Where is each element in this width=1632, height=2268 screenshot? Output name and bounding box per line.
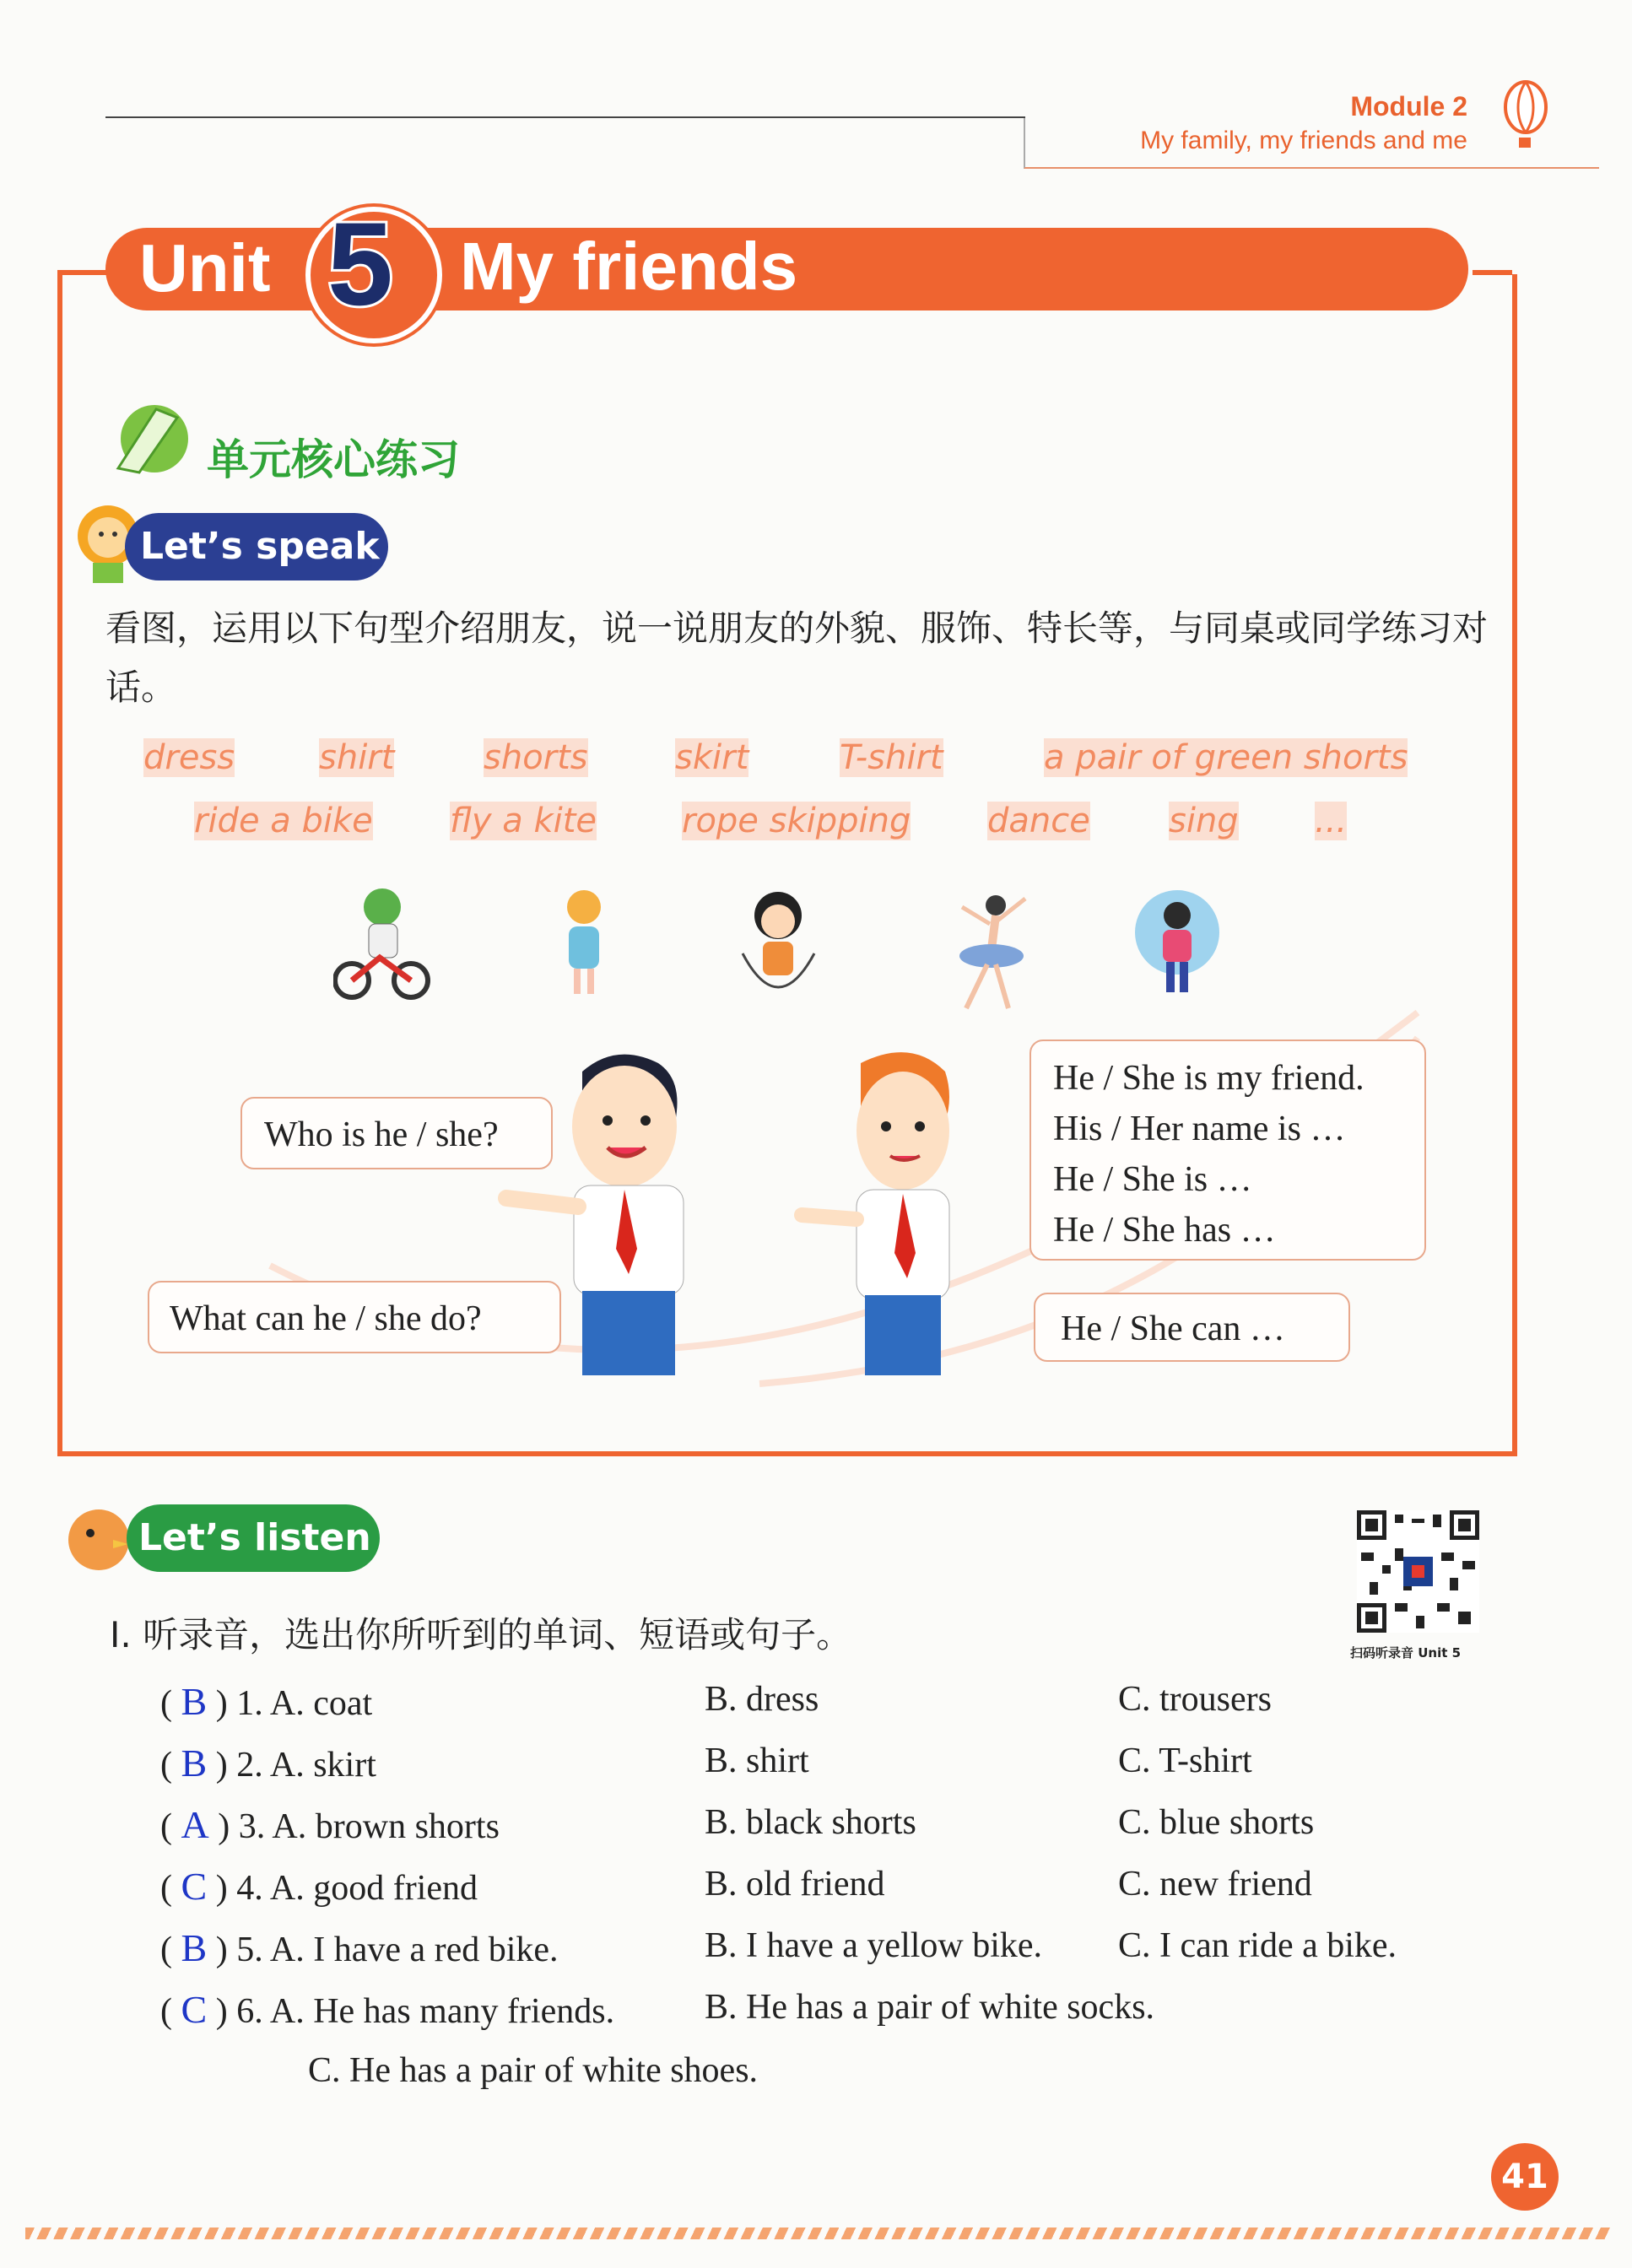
vocab-word: dress bbox=[143, 738, 235, 777]
bird-icon bbox=[61, 1498, 137, 1582]
leaf-icon bbox=[105, 397, 190, 477]
vocab-phrase: ride a bike bbox=[194, 802, 373, 840]
module-subtitle: My family, my friends and me bbox=[1140, 127, 1467, 154]
option-b: B. I have a yellow bike. bbox=[705, 1926, 1043, 1965]
frame-corner bbox=[57, 270, 108, 275]
answer-mark: C bbox=[181, 1865, 208, 1908]
vocab-phrase: dance bbox=[987, 802, 1090, 840]
speak-instruction: 看图，运用以下句型介绍朋友，说一说朋友的外貌、服饰、特长等，与同桌或同学练习对话。 bbox=[105, 608, 1489, 708]
vocab-word: a pair of green shorts bbox=[1044, 738, 1408, 777]
question-row: ( C ) 4. A. good friend bbox=[160, 1865, 478, 1908]
answer-mark: B bbox=[181, 1680, 208, 1723]
vocab-phrase: sing bbox=[1169, 802, 1239, 840]
option-c: C. blue shorts bbox=[1118, 1803, 1315, 1842]
answer-mark: B bbox=[181, 1926, 208, 1969]
vocab-word: shorts bbox=[484, 738, 588, 777]
intro-line: He / She is my friend. bbox=[1053, 1059, 1365, 1098]
option-c: C. He has a pair of white shoes. bbox=[308, 2051, 759, 2090]
lets-speak-pill: Let’s speak bbox=[125, 513, 388, 580]
speech-bubble-what: What can he / she do? bbox=[148, 1281, 561, 1353]
answer-mark: A bbox=[181, 1803, 209, 1846]
vocab-ellipsis: ... bbox=[1315, 802, 1348, 840]
option-b: B. old friend bbox=[705, 1865, 885, 1904]
option-c: C. I can ride a bike. bbox=[1118, 1926, 1397, 1965]
question-row: ( B ) 5. A. I have a red bike. bbox=[160, 1926, 559, 1969]
core-practice-title: 单元核心练习 bbox=[207, 435, 460, 484]
option-b: B. dress bbox=[705, 1680, 819, 1719]
lets-listen-pill: Let’s listen bbox=[127, 1504, 380, 1572]
balloon-icon bbox=[1500, 80, 1551, 156]
question-row: ( B ) 2. A. skirt bbox=[160, 1742, 376, 1785]
bottom-stripe bbox=[25, 2228, 1612, 2239]
qr-caption: 扫码听录音 Unit 5 bbox=[1350, 1645, 1462, 1660]
option-b: B. He has a pair of white socks. bbox=[705, 1988, 1155, 2027]
answer-mark: C bbox=[181, 1988, 208, 2031]
module-label: Module 2 bbox=[1350, 91, 1467, 122]
listen-instruction: Ⅰ. 听录音，选出你所听到的单词、短语或句子。 bbox=[110, 1614, 852, 1655]
boy-right-illustration bbox=[785, 1046, 1021, 1375]
frame-corner bbox=[1473, 270, 1512, 275]
option-c: C. new friend bbox=[1118, 1865, 1312, 1904]
vocab-phrase: rope skipping bbox=[682, 802, 911, 840]
intro-line: His / Her name is … bbox=[1053, 1110, 1346, 1148]
question-row: ( C ) 6. A. He has many friends. bbox=[160, 1988, 615, 2031]
unit-word: Unit bbox=[139, 230, 271, 305]
speech-bubble-who: Who is he / she? bbox=[240, 1097, 553, 1169]
option-b: B. shirt bbox=[705, 1742, 809, 1780]
option-c: C. T-shirt bbox=[1118, 1742, 1252, 1780]
question-row: ( B ) 1. A. coat bbox=[160, 1680, 373, 1723]
answer-mark: B bbox=[181, 1742, 208, 1785]
vocab-word: skirt bbox=[675, 738, 749, 777]
vocab-word: shirt bbox=[319, 738, 395, 777]
vocab-phrase: fly a kite bbox=[450, 802, 597, 840]
intro-line: He / She has … bbox=[1053, 1211, 1276, 1250]
option-c: C. trousers bbox=[1118, 1680, 1272, 1719]
speech-bubble-can: He / She can … bbox=[1034, 1293, 1350, 1362]
intro-line: He / She is … bbox=[1053, 1160, 1252, 1199]
header-rule bbox=[105, 116, 1025, 118]
page-number: 41 bbox=[1491, 2143, 1559, 2211]
qr-code-icon[interactable] bbox=[1357, 1510, 1479, 1633]
speech-bubble-introduction bbox=[1029, 1040, 1426, 1261]
unit-title: My friends bbox=[460, 229, 798, 304]
question-row: ( A ) 3. A. brown shorts bbox=[160, 1803, 500, 1846]
vocab-word: T-shirt bbox=[840, 738, 943, 777]
unit-number: 5 bbox=[327, 197, 393, 330]
option-b: B. black shorts bbox=[705, 1803, 916, 1842]
